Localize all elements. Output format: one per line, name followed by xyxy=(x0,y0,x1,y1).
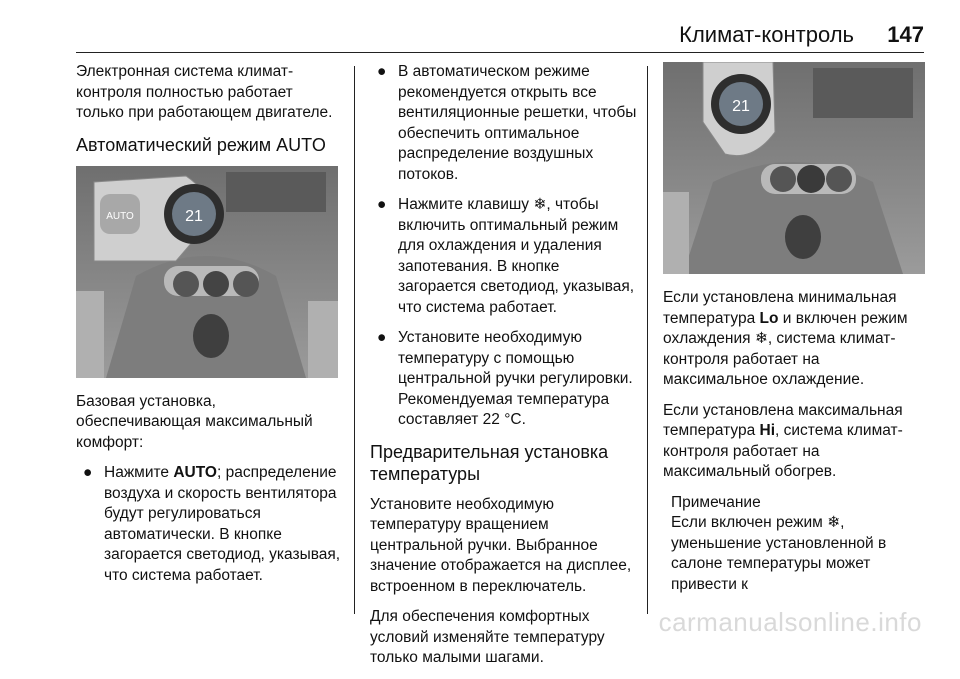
bullet-dot: ● xyxy=(377,63,387,80)
intro-paragraph: Электронная система климат-контроля полностью работает только при работающем двигателе. xyxy=(76,63,333,121)
column-divider-1 xyxy=(354,66,355,614)
bullet-cooling-post: , чтобы включить оптимальный режим для охлаждения и удаления запотевания. В кнопке загорается светодиод, указывая, что система работает. xyxy=(398,196,635,316)
bullet-auto-post: ; распределение воздуха и скорость вентилятора будут регулироваться автоматически. В кнопке загорается светодиод, указывая, что система работает. xyxy=(104,464,341,584)
figure-caption: Базовая установка, обеспечивающая максимальный комфорт: xyxy=(76,392,313,451)
note-block xyxy=(663,493,925,596)
lo-paragraph xyxy=(663,288,925,391)
section-heading-preset: Предварительная установка температуры xyxy=(370,441,609,484)
bullet-cooling xyxy=(370,195,638,318)
note-post: , уменьшение установленной в салоне температуры может привести к xyxy=(671,514,887,593)
bullet-vents-text: В автоматическом режиме рекомендуется открыть все вентиляционные решетки, чтобы обеспечить оптимальное распределение воздушных потоков. xyxy=(398,63,637,183)
lo-mid: и включен режим охлаждения xyxy=(663,309,908,347)
column-3 xyxy=(663,62,925,595)
snowflake-icon: ❄ xyxy=(827,514,841,531)
bullet-auto-pre: Нажмите xyxy=(104,464,174,481)
watermark: carmanualsonline.info xyxy=(658,607,922,637)
lo-label: Lo xyxy=(759,309,779,327)
hi-label: Hi xyxy=(759,422,776,439)
note-text xyxy=(671,513,925,595)
dashboard-illustration-2 xyxy=(663,62,925,274)
preset-paragraph-2: Для обеспечения комфортных условий изменяйте температуру только малыми шагами. xyxy=(370,608,605,666)
page-header xyxy=(76,22,924,52)
note-heading: Примечание xyxy=(671,493,761,511)
header-rule xyxy=(76,52,924,53)
hi-pre: Если установлена максимальная температура xyxy=(663,401,903,439)
bullet-dot: ● xyxy=(83,464,93,481)
auto-label: AUTO xyxy=(173,464,217,481)
section-heading-auto: Автоматический режим AUTO xyxy=(76,134,326,155)
note-pre: Если включен режим xyxy=(671,514,828,531)
column-1 xyxy=(76,62,344,596)
preset-paragraph-1: Установите необходимую температуру вращением центральной ручки. Выбранное значение отображается на дисплее, встроенном в переключатель. xyxy=(370,495,632,595)
climate-control-figure-2 xyxy=(663,62,925,274)
snowflake-icon: ❄ xyxy=(533,196,547,213)
bullet-auto xyxy=(76,463,344,586)
bullet-dot: ● xyxy=(377,329,387,346)
dashboard-illustration xyxy=(76,166,338,378)
column-2 xyxy=(370,62,638,679)
page-title: Климат-контроль xyxy=(679,22,854,47)
bullet-cooling-pre: Нажмите клавишу xyxy=(398,196,534,213)
snowflake-icon: ❄ xyxy=(754,330,768,347)
bullet-temperature-text: Установите необходимую температуру с помощью центральной ручки регулировки. Рекомендуемая температура составляет 22 °C. xyxy=(398,329,633,428)
temperature-display: 21 xyxy=(185,207,203,225)
climate-control-figure-1 xyxy=(76,166,338,378)
bullet-temperature xyxy=(370,328,638,431)
auto-button-label: AUTO xyxy=(106,210,134,222)
bullet-vents xyxy=(370,62,638,185)
column-divider-2 xyxy=(647,66,648,614)
hi-paragraph xyxy=(663,401,925,483)
lo-pre: Если установлена минимальная температура xyxy=(663,289,897,327)
temperature-display: 21 xyxy=(732,98,750,115)
page-number: 147 xyxy=(887,22,924,47)
hi-post: , система климат-контроля работает на максимальный обогрев. xyxy=(663,422,903,480)
lo-post: , система климат-контроля работает на максимальное охлаждение. xyxy=(663,330,896,388)
bullet-dot: ● xyxy=(377,196,387,213)
